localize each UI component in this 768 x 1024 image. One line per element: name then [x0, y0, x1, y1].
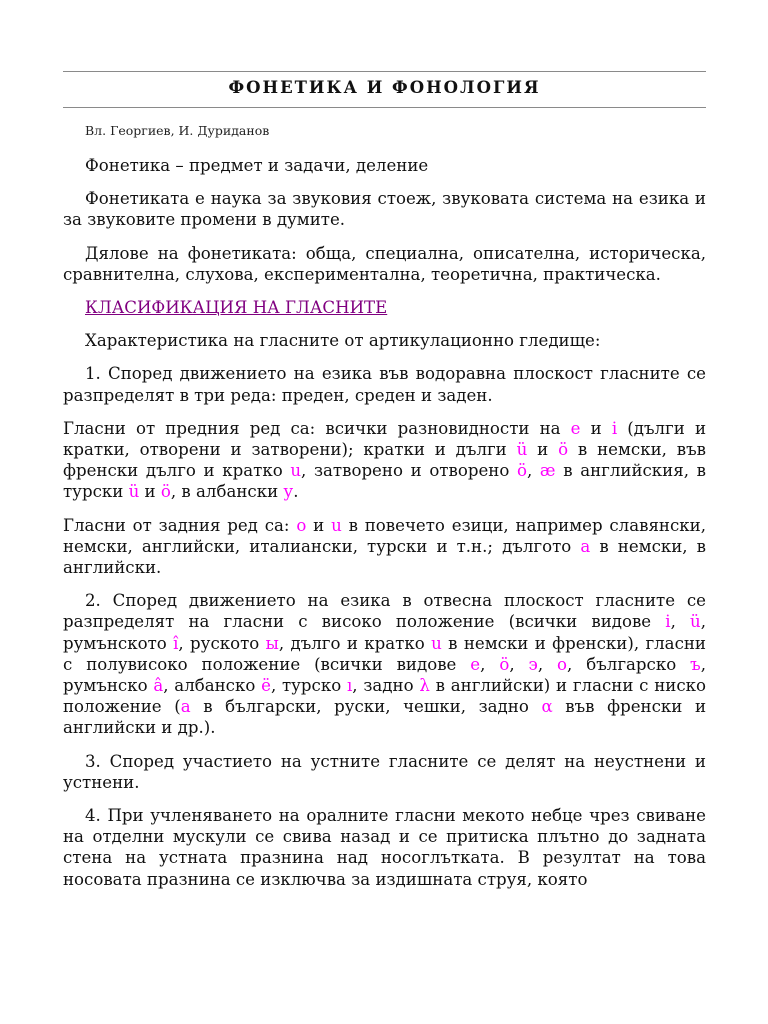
vowel-symbol: ъ: [690, 654, 701, 674]
vowel-symbol: у: [283, 482, 294, 502]
text-run: и: [306, 515, 332, 535]
document-body: [63, 155, 706, 902]
section-heading-link[interactable]: КЛАСИФИКАЦИЯ НА ГЛАСНИТЕ: [85, 298, 388, 318]
text-run: ,: [526, 461, 540, 481]
text-run: , затворено и отворено: [301, 461, 517, 481]
branches-paragraph: Дялове на фонетиката: обща, специална, описателна, историческа, сравнителна, слухова, експериментална, теоретична, практическа.: [63, 243, 706, 284]
text-run: ,: [509, 654, 529, 674]
vowel-symbol: е: [570, 418, 581, 438]
vowel-symbol: u: [431, 633, 442, 653]
vowel-symbol: u: [290, 461, 302, 481]
text-run: в немски, в английски.: [63, 536, 707, 578]
vowel-symbol: â: [153, 676, 164, 696]
top-rule: [63, 71, 706, 72]
text-run: ,: [480, 654, 500, 674]
back-vowels-paragraph: [63, 515, 706, 579]
section-heading-wrap: [85, 297, 706, 318]
vowel-symbol: u: [331, 515, 342, 535]
oral-vowels-paragraph: 4. При учленяването на оралните гласни мекото небце чрез свиване на отделни мускули се свива назад и се притиска плътно до задната стена на устната празнина над носоглътката. В резултат на това носовата празнина се изключва за издишната струя, която: [63, 806, 706, 889]
text-run: ,: [670, 612, 691, 632]
vowel-symbol: i: [611, 418, 618, 438]
vowel-symbol: о: [557, 654, 568, 674]
vowel-symbol: ë: [261, 676, 271, 696]
vowel-symbol: ö: [160, 482, 171, 502]
vowel-symbol: ı: [346, 676, 353, 696]
text-run: и: [580, 418, 612, 438]
vowel-symbol: э: [528, 654, 538, 674]
text-run: , руското: [178, 633, 266, 653]
text-run: Гласни от задния ред са:: [63, 515, 297, 535]
text-run: Гласни от предния ред са: всички разновидности на: [63, 418, 571, 438]
vowel-symbol: ö: [516, 461, 527, 481]
lips-paragraph: 3. Според участието на устните гласните се делят на неустнени и устнени.: [63, 751, 706, 792]
text-run: .: [293, 482, 299, 502]
document-title: ФОНЕТИКА И ФОНОЛОГИЯ: [228, 78, 541, 97]
vowel-symbol: ü: [516, 440, 528, 460]
text-run: в английски) и гласни с ниско положение (: [63, 676, 707, 717]
vowel-symbol: ö: [558, 440, 569, 460]
front-vowels-paragraph: [63, 418, 706, 503]
text-run: (дълги и кратки, отворени и затворени); кратки и дълги: [63, 418, 707, 460]
subtitle: Фонетика – предмет и задачи, деление: [85, 156, 429, 175]
vowel-symbol: æ: [539, 461, 556, 481]
text-run: , българско: [567, 654, 691, 674]
vowel-symbol: ы: [265, 633, 279, 653]
vertical-paragraph: [63, 590, 706, 738]
vowel-symbol: ü: [128, 482, 140, 502]
vowel-symbol: а: [180, 697, 191, 717]
text-run: в немски и френски), гласни с полувисоко положение (всички видове: [63, 633, 706, 674]
definition-paragraph: Фонетиката е наука за звуковия стоеж, звуковата система на езика и за звуковите промени в думите.: [63, 189, 706, 230]
text-run: и: [139, 482, 161, 502]
authors: Вл. Георгиев, И. Дуриданов: [85, 123, 270, 138]
text-run: , дълго и кратко: [278, 633, 432, 653]
vowel-symbol: ü: [690, 612, 701, 632]
vowel-symbol: ö: [499, 654, 510, 674]
vowel-symbol: î: [173, 633, 179, 653]
vowel-symbol: α: [541, 697, 553, 717]
text-run: ,: [537, 654, 558, 674]
text-run: , в албански: [170, 482, 284, 502]
vowel-symbol: о: [296, 515, 307, 535]
vowel-symbol: е: [470, 654, 481, 674]
text-run: в немски, във френски дълго и кратко: [63, 440, 706, 481]
vowel-symbol: λ: [419, 676, 430, 696]
text-run: във френски и английски и др.).: [63, 697, 707, 738]
text-run: в повечето езици, например славянски, немски, английски, италиански, турски и т.н.; дългото: [63, 515, 706, 556]
text-run: , румънското: [63, 612, 706, 653]
text-run: , румънско: [63, 654, 706, 696]
horizontal-paragraph: 1. Според движението на езика във водоравна плоскост гласните се разпределят в три реда: преден, среден и заден.: [63, 364, 706, 405]
text-run: , турско: [270, 676, 347, 696]
text-run: и: [527, 440, 559, 460]
characteristic-paragraph: Характеристика на гласните от артикулационно гледище:: [85, 331, 601, 351]
text-run: 2. Според движението на езика в отвесна плоскост гласните се разпределят на гласни с високо положение (всички видове: [63, 591, 706, 632]
text-run: в български, руски, чешки, задно: [190, 697, 542, 717]
vowel-symbol: а: [580, 536, 591, 556]
vowel-symbol: i: [665, 612, 671, 632]
text-run: в английския, в турски: [63, 461, 706, 502]
bottom-rule: [63, 107, 706, 108]
text-run: , задно: [352, 676, 420, 696]
text-run: , албанско: [163, 676, 262, 696]
